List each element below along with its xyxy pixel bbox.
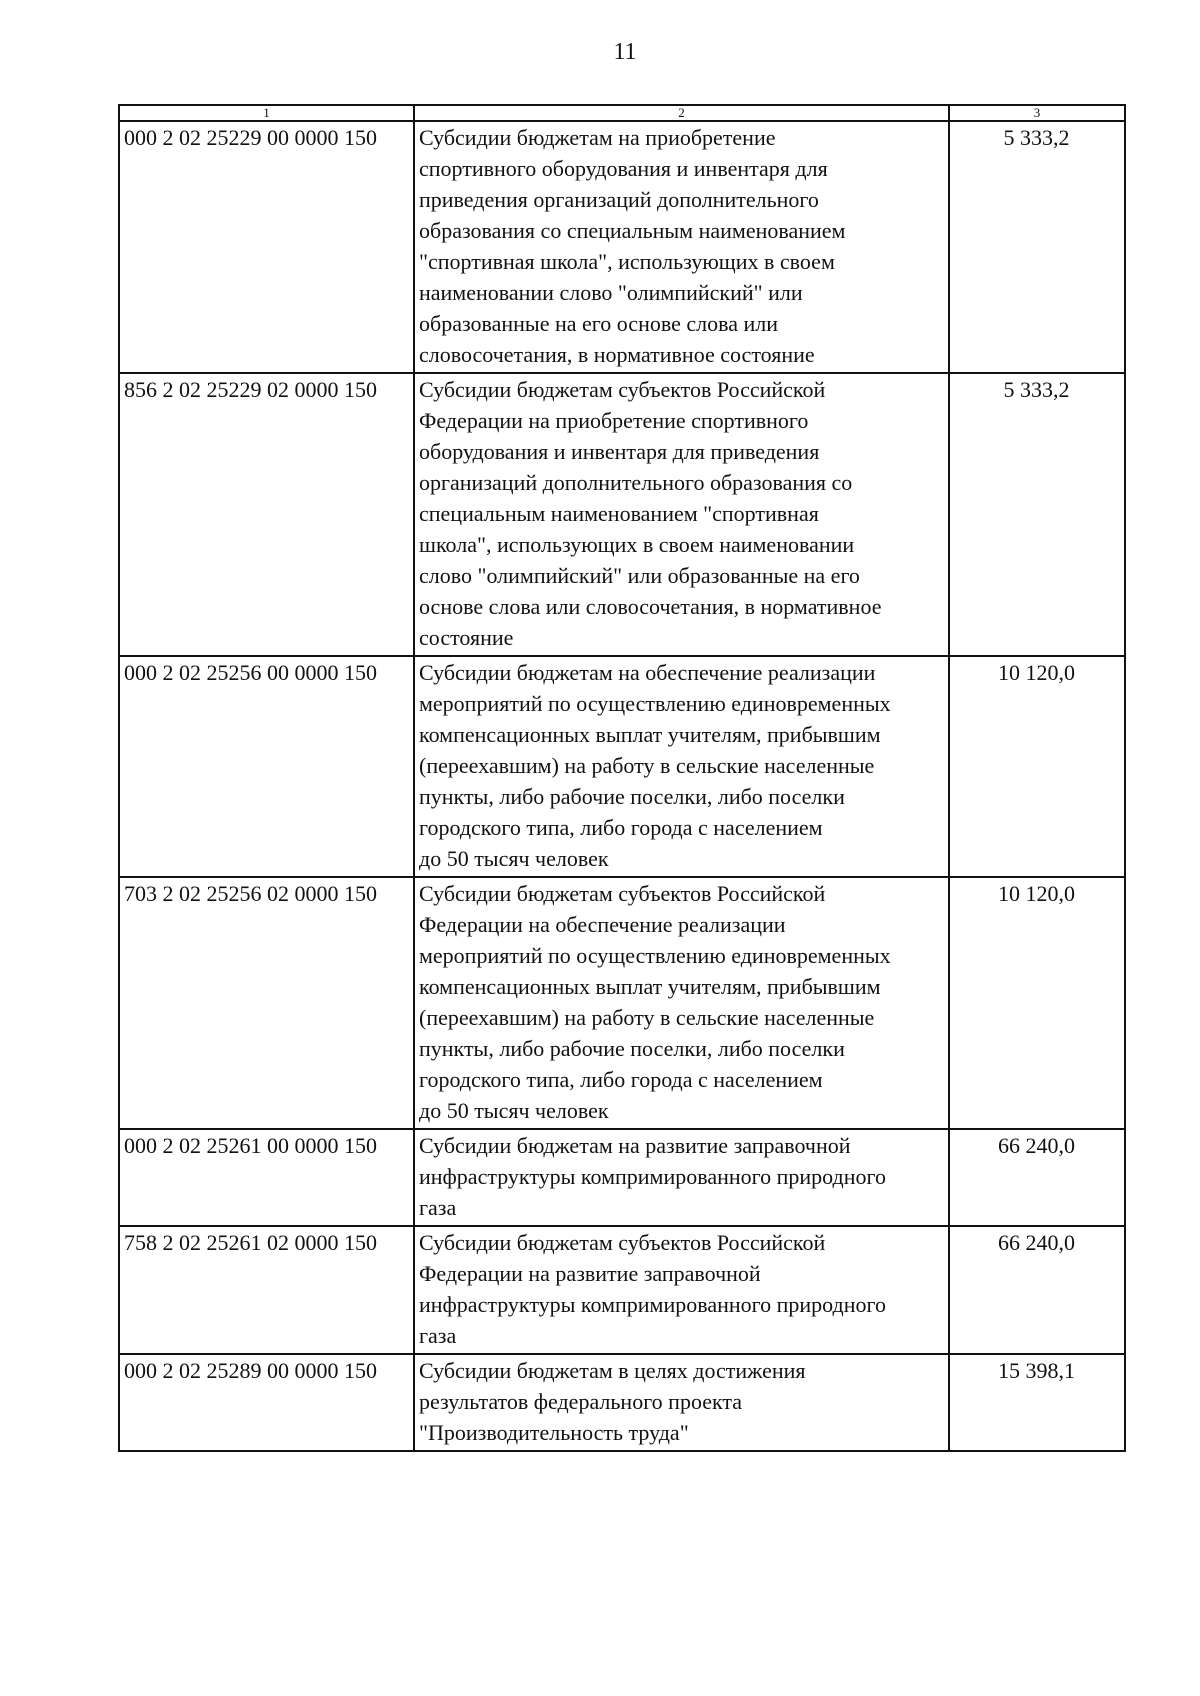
budget-code: 000 2 02 25229 00 0000 150 [119,121,414,373]
column-header-amount: 3 [949,105,1125,121]
amount-value: 10 120,0 [949,877,1125,1129]
budget-code: 000 2 02 25256 00 0000 150 [119,656,414,877]
table-row [119,877,1125,1129]
table-row [119,373,1125,656]
budget-code: 000 2 02 25289 00 0000 150 [119,1354,414,1451]
income-description: Субсидии бюджетам субъектов Российской Федерации на обеспечение реализации мероприятий по осуществлению единовременных компенсационных выплат учителям, прибывшим (переехавшим) на работу в сельские населенные пункты, либо рабочие поселки, либо поселки городского типа, либо города с населением до 50 тысяч человек [414,877,949,1129]
budget-code: 856 2 02 25229 02 0000 150 [119,373,414,656]
income-description: Субсидии бюджетам на обеспечение реализации мероприятий по осуществлению единовременных компенсационных выплат учителям, прибывшим (переехавшим) на работу в сельские населенные пункты, либо рабочие поселки, либо поселки городского типа, либо города с населением до 50 тысяч человек [414,656,949,877]
amount-value: 15 398,1 [949,1354,1125,1451]
table-row [119,1129,1125,1226]
amount-value: 66 240,0 [949,1129,1125,1226]
income-description: Субсидии бюджетам на развитие заправочной инфраструктуры компримированного природного газа [414,1129,949,1226]
income-description: Субсидии бюджетам в целях достижения результатов федерального проекта "Производительность труда" [414,1354,949,1451]
table-row [119,1354,1125,1451]
income-description: Субсидии бюджетам субъектов Российской Федерации на развитие заправочной инфраструктуры компримированного природного газа [414,1226,949,1354]
budget-code: 703 2 02 25256 02 0000 150 [119,877,414,1129]
page-number: 11 [613,39,637,65]
column-header-code: 1 [119,105,414,121]
table-row [119,1226,1125,1354]
budget-table [118,104,1126,1452]
table-row [119,121,1125,373]
budget-code: 000 2 02 25261 00 0000 150 [119,1129,414,1226]
amount-value: 5 333,2 [949,121,1125,373]
amount-value: 66 240,0 [949,1226,1125,1354]
budget-code: 758 2 02 25261 02 0000 150 [119,1226,414,1354]
amount-value: 10 120,0 [949,656,1125,877]
income-description: Субсидии бюджетам субъектов Российской Федерации на приобретение спортивного оборудования и инвентаря для приведения организаций дополнительного образования со специальным наименованием "спортивная школа", использующих в своем наименовании слово "олимпийский" или образованные на его основе слова или словосочетания, в нормативное состояние [414,373,949,656]
header-row [119,105,1125,121]
amount-value: 5 333,2 [949,373,1125,656]
column-header-description: 2 [414,105,949,121]
income-description: Субсидии бюджетам на приобретение спортивного оборудования и инвентаря для приведения организаций дополнительного образования со специальным наименованием "спортивная школа", использующих в своем наименовании слово "олимпийский" или образованные на его основе слова или словосочетания, в нормативное состояние [414,121,949,373]
table-row [119,656,1125,877]
